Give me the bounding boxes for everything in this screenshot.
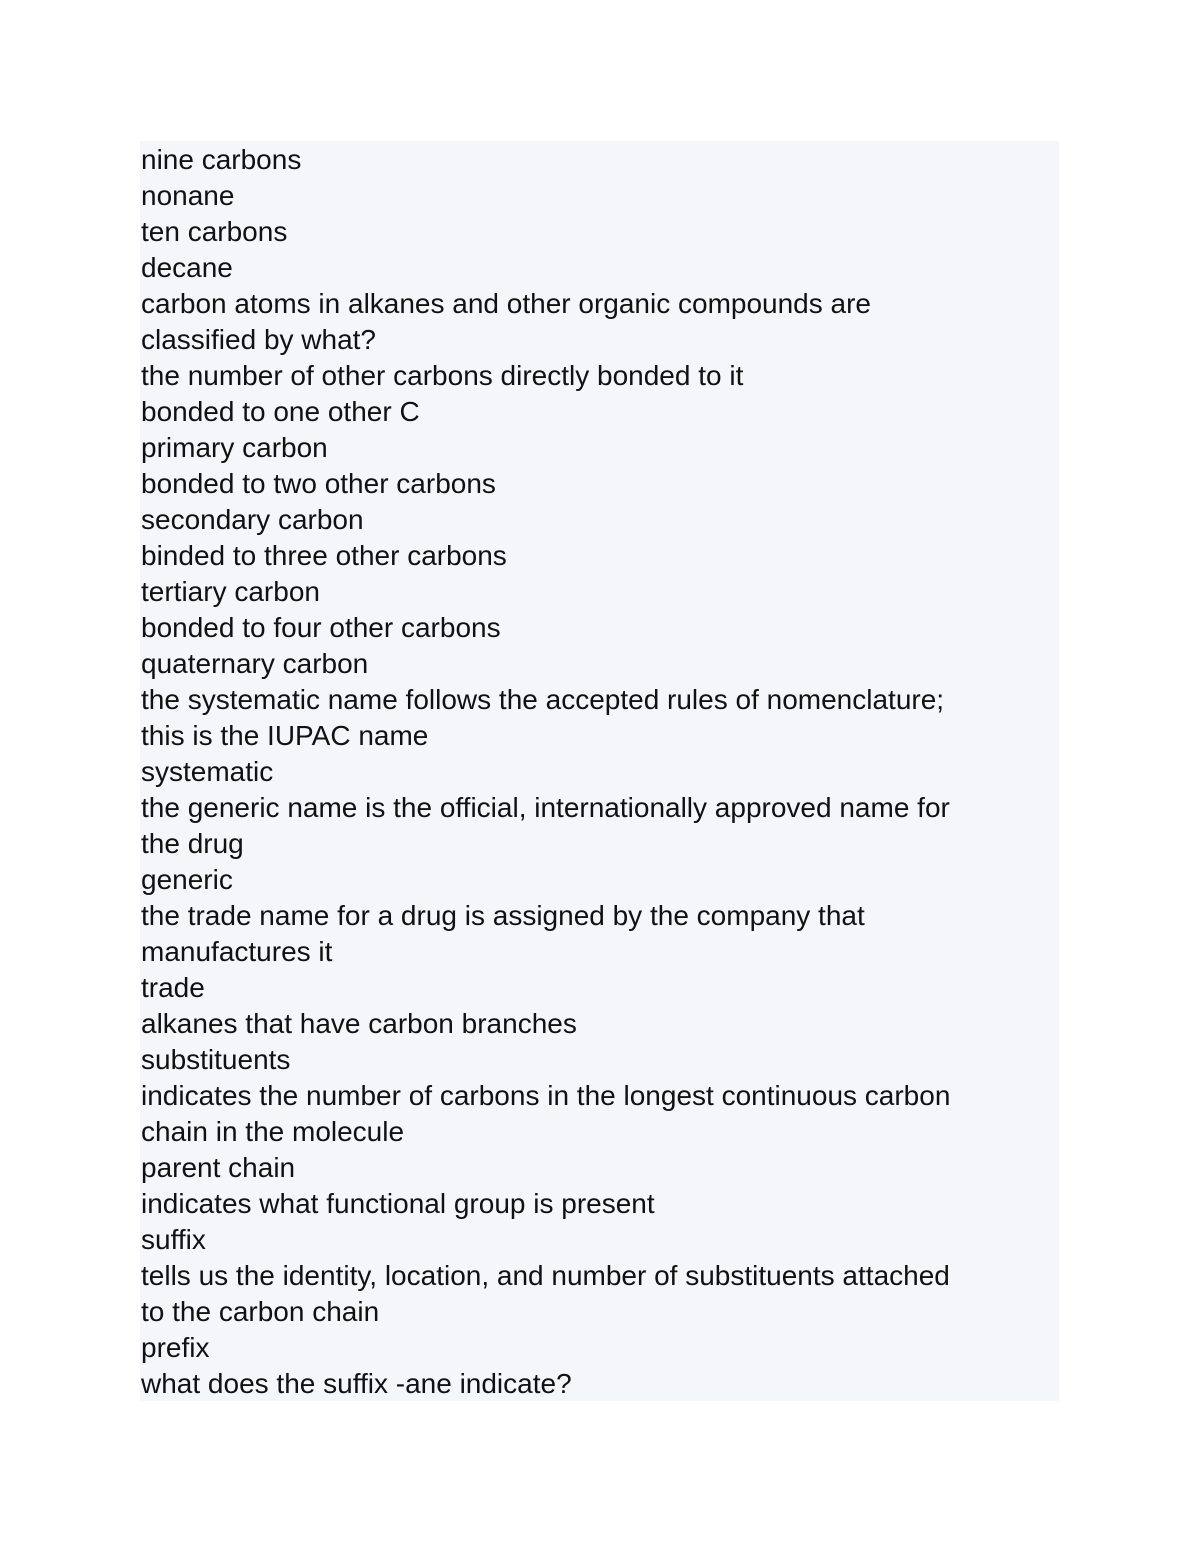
text-line: the drug [141,828,244,859]
text-line: substituents [141,1044,291,1075]
text-line: the trade name for a drug is assigned by the company that [141,900,865,931]
text-line: decane [141,252,233,283]
text-line: systematic [141,756,274,787]
text-line: bonded to four other carbons [141,612,501,643]
text-line: primary carbon [141,432,328,463]
text-line: the systematic name follows the accepted rules of nomenclature; [141,684,945,715]
text-line: nine carbons [141,144,302,175]
text-line: indicates what functional group is present [141,1188,655,1219]
text-line: quaternary carbon [141,648,369,679]
text-line: the number of other carbons directly bonded to it [141,360,744,391]
text-line: tertiary carbon [141,576,320,607]
text-line: bonded to one other C [141,396,420,427]
text-line: bonded to two other carbons [141,468,496,499]
text-line: prefix [141,1332,210,1363]
text-line: secondary carbon [141,504,364,535]
text-line: binded to three other carbons [141,540,507,571]
text-line: manufactures it [141,936,333,967]
text-line: this is the IUPAC name [141,720,429,751]
text-line: ten carbons [141,216,288,247]
text-line: tells us the identity, location, and number of substituents attached [141,1260,950,1291]
flashcard-text-block [140,141,1059,1401]
text-line: to the carbon chain [141,1296,380,1327]
text-line: trade [141,972,205,1003]
text-line: nonane [141,180,235,211]
text-line: parent chain [141,1152,296,1183]
text-line: alkanes that have carbon branches [141,1008,577,1039]
text-line: what does the suffix -ane indicate? [141,1368,572,1399]
text-line: classified by what? [141,324,377,355]
text-line: carbon atoms in alkanes and other organic compounds are [141,288,871,319]
text-line: generic [141,864,233,895]
text-line: chain in the molecule [141,1116,405,1147]
text-line: indicates the number of carbons in the longest continuous carbon [141,1080,951,1111]
text-line: suffix [141,1224,206,1255]
text-line: the generic name is the official, internationally approved name for [141,792,950,823]
